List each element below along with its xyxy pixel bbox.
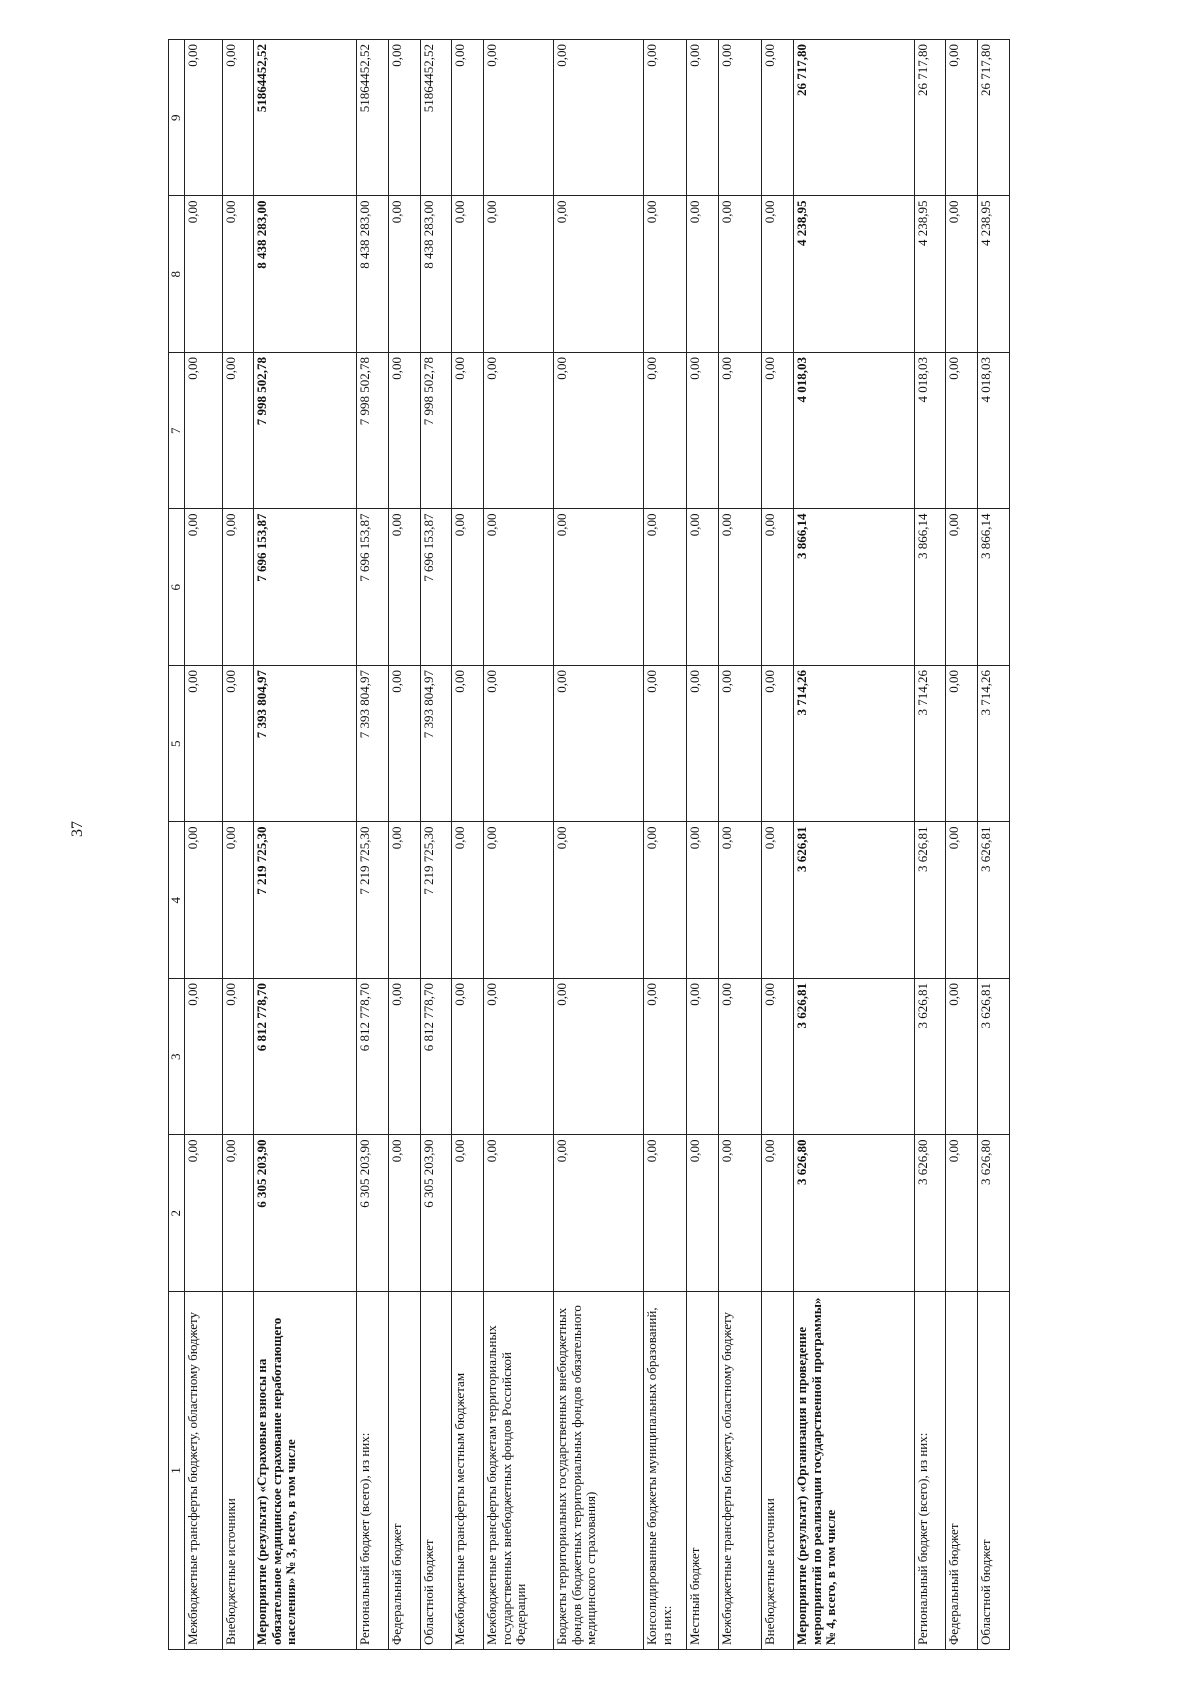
value-cell: 4 238,95 [914,196,946,353]
value-cell: 7 998 502,78 [420,353,452,510]
value-cell: 0,00 [484,1135,554,1292]
value-cell: 0,00 [452,40,484,197]
value-cell: 3 626,81 [978,979,1010,1136]
value-cell: 4 238,95 [978,196,1010,353]
row-label: Региональный бюджет (всего), из них: [357,1292,389,1650]
value-cell: 6 305 203,90 [357,1135,389,1292]
value-cell: 0,00 [554,509,644,666]
value-cell: 0,00 [687,353,719,510]
value-cell: 7 219 725,30 [254,822,357,979]
value-cell: 0,00 [388,509,420,666]
row-label: Областной бюджет [978,1292,1010,1650]
column-header: 2 [169,1135,185,1292]
value-cell: 0,00 [946,666,978,823]
row-label: Консолидированные бюджеты муниципальных образований, из них: [644,1292,687,1650]
value-cell: 0,00 [452,353,484,510]
value-cell: 0,00 [484,822,554,979]
value-cell: 0,00 [719,1135,762,1292]
value-cell: 0,00 [184,1135,222,1292]
value-cell: 0,00 [762,666,794,823]
value-cell: 0,00 [452,822,484,979]
value-cell: 3 866,14 [794,509,915,666]
value-cell: 0,00 [687,509,719,666]
value-cell: 26 717,80 [978,40,1010,197]
value-cell: 6 305 203,90 [254,1135,357,1292]
table-row [794,40,915,1650]
value-cell: 0,00 [184,666,222,823]
value-cell: 3 866,14 [978,509,1010,666]
table-row [484,40,554,1650]
value-cell: 0,00 [946,353,978,510]
table-row [946,40,978,1650]
table-row [452,40,484,1650]
row-label: Внебюджетные источники [762,1292,794,1650]
value-cell: 0,00 [762,1135,794,1292]
value-cell: 7 219 725,30 [357,822,389,979]
value-cell: 0,00 [184,40,222,197]
value-cell: 0,00 [946,822,978,979]
value-cell: 0,00 [554,822,644,979]
value-cell: 0,00 [554,1135,644,1292]
value-cell: 0,00 [762,822,794,979]
value-cell: 8 438 283,00 [420,196,452,353]
value-cell: 0,00 [388,822,420,979]
value-cell: 0,00 [452,979,484,1136]
table-row [554,40,644,1650]
value-cell: 0,00 [222,40,254,197]
value-cell: 7 998 502,78 [254,353,357,510]
value-cell: 3 714,26 [914,666,946,823]
budget-table [168,39,1010,1650]
value-cell: 0,00 [719,979,762,1136]
column-header: 6 [169,509,185,666]
value-cell: 0,00 [184,196,222,353]
value-cell: 7 696 153,87 [420,509,452,666]
table-row [762,40,794,1650]
table-row [420,40,452,1650]
value-cell: 0,00 [222,509,254,666]
value-cell: 0,00 [719,40,762,197]
value-cell: 6 305 203,90 [420,1135,452,1292]
value-cell: 0,00 [388,979,420,1136]
table-row [184,40,222,1650]
value-cell: 3 626,80 [978,1135,1010,1292]
row-label: Межбюджетные трансферты бюджету, областному бюджету [719,1292,762,1650]
column-header: 9 [169,40,185,197]
value-cell: 3 714,26 [794,666,915,823]
value-cell: 0,00 [452,1135,484,1292]
value-cell: 0,00 [687,1135,719,1292]
table-row [388,40,420,1650]
column-header: 1 [169,1292,185,1650]
value-cell: 0,00 [388,1135,420,1292]
value-cell: 3 626,81 [794,979,915,1136]
value-cell: 0,00 [762,509,794,666]
value-cell: 3 626,80 [794,1135,915,1292]
value-cell: 0,00 [222,196,254,353]
value-cell: 0,00 [554,196,644,353]
value-cell: 0,00 [554,40,644,197]
value-cell: 26 717,80 [914,40,946,197]
value-cell: 8 438 283,00 [357,196,389,353]
value-cell: 0,00 [719,509,762,666]
row-label: Федеральный бюджет [946,1292,978,1650]
row-label: Мероприятие (результат) «Организация и проведение мероприятий по реализации государственной программы» № 4, всего, в том числе [794,1292,915,1650]
value-cell: 0,00 [184,979,222,1136]
value-cell: 0,00 [452,509,484,666]
table-row [222,40,254,1650]
value-cell: 0,00 [644,1135,687,1292]
table-row [719,40,762,1650]
value-cell: 0,00 [762,40,794,197]
value-cell: 7 393 804,97 [357,666,389,823]
value-cell: 0,00 [644,979,687,1136]
row-label: Региональный бюджет (всего), из них: [914,1292,946,1650]
value-cell: 0,00 [184,353,222,510]
value-cell: 0,00 [687,40,719,197]
column-header: 4 [169,822,185,979]
table-row [914,40,946,1650]
value-cell: 3 626,81 [914,979,946,1136]
row-label: Бюджеты территориальных государственных внебюджетных фондов (бюджетных территориальных фондов обязательного медицинского страхования) [554,1292,644,1650]
value-cell: 0,00 [484,40,554,197]
value-cell: 0,00 [388,196,420,353]
value-cell: 0,00 [644,822,687,979]
value-cell: 7 393 804,97 [254,666,357,823]
page-number: 37 [69,821,86,837]
value-cell: 4 018,03 [794,353,915,510]
value-cell: 0,00 [762,979,794,1136]
value-cell: 0,00 [687,666,719,823]
value-cell: 0,00 [946,1135,978,1292]
value-cell: 0,00 [762,196,794,353]
value-cell: 0,00 [222,353,254,510]
column-number-row [169,40,185,1650]
value-cell: 3 626,80 [914,1135,946,1292]
value-cell: 0,00 [719,196,762,353]
value-cell: 0,00 [222,666,254,823]
value-cell: 0,00 [452,196,484,353]
value-cell: 0,00 [644,196,687,353]
value-cell: 0,00 [388,353,420,510]
value-cell: 0,00 [644,666,687,823]
value-cell: 0,00 [687,822,719,979]
value-cell: 6 812 778,70 [357,979,389,1136]
value-cell: 0,00 [388,40,420,197]
value-cell: 0,00 [554,353,644,510]
value-cell: 0,00 [222,822,254,979]
value-cell: 6 812 778,70 [254,979,357,1136]
value-cell: 4 018,03 [914,353,946,510]
value-cell: 4 018,03 [978,353,1010,510]
value-cell: 0,00 [184,822,222,979]
table-row [254,40,357,1650]
value-cell: 0,00 [644,353,687,510]
value-cell: 0,00 [484,509,554,666]
value-cell: 3 714,26 [978,666,1010,823]
table-row [978,40,1010,1650]
value-cell: 8 438 283,00 [254,196,357,353]
value-cell: 0,00 [946,979,978,1136]
value-cell: 3 626,81 [914,822,946,979]
value-cell: 0,00 [452,666,484,823]
value-cell: 0,00 [687,196,719,353]
value-cell: 0,00 [484,979,554,1136]
value-cell: 7 696 153,87 [254,509,357,666]
value-cell: 0,00 [946,509,978,666]
value-cell: 6 812 778,70 [420,979,452,1136]
table-body [184,40,1010,1650]
value-cell: 0,00 [554,979,644,1136]
value-cell: 0,00 [222,979,254,1136]
value-cell: 3 626,81 [794,822,915,979]
row-label: Областной бюджет [420,1292,452,1650]
value-cell: 26 717,80 [794,40,915,197]
column-header: 8 [169,196,185,353]
row-label: Мероприятие (результат) «Страховые взносы на обязательное медицинское страхование неработающего населения» № 3, всего, в том числе [254,1292,357,1650]
row-label: Межбюджетные трансферты бюджетам территориальных государственных внебюджетных фондов Российской Федерации [484,1292,554,1650]
value-cell: 0,00 [644,509,687,666]
value-cell: 0,00 [184,509,222,666]
value-cell: 51864452,52 [420,40,452,197]
value-cell: 7 998 502,78 [357,353,389,510]
table-row [357,40,389,1650]
row-label: Внебюджетные источники [222,1292,254,1650]
value-cell: 0,00 [946,40,978,197]
value-cell: 0,00 [946,196,978,353]
value-cell: 51864452,52 [357,40,389,197]
value-cell: 0,00 [554,666,644,823]
rotated-table-container [168,40,1010,1650]
value-cell: 7 393 804,97 [420,666,452,823]
value-cell: 7 696 153,87 [357,509,389,666]
column-header: 5 [169,666,185,823]
value-cell: 3 626,81 [978,822,1010,979]
value-cell: 0,00 [719,353,762,510]
row-label: Местный бюджет [687,1292,719,1650]
value-cell: 0,00 [388,666,420,823]
column-header: 3 [169,979,185,1136]
value-cell: 0,00 [484,196,554,353]
value-cell: 0,00 [644,40,687,197]
value-cell: 0,00 [762,353,794,510]
row-label: Межбюджетные трансферты местным бюджетам [452,1292,484,1650]
value-cell: 3 866,14 [914,509,946,666]
column-header: 7 [169,353,185,510]
value-cell: 51864452,52 [254,40,357,197]
value-cell: 0,00 [484,353,554,510]
value-cell: 0,00 [719,666,762,823]
value-cell: 0,00 [484,666,554,823]
table-row [644,40,687,1650]
value-cell: 0,00 [719,822,762,979]
value-cell: 4 238,95 [794,196,915,353]
value-cell: 0,00 [222,1135,254,1292]
value-cell: 7 219 725,30 [420,822,452,979]
value-cell: 0,00 [687,979,719,1136]
table-row [687,40,719,1650]
row-label: Федеральный бюджет [388,1292,420,1650]
row-label: Межбюджетные трансферты бюджету, областному бюджету [184,1292,222,1650]
